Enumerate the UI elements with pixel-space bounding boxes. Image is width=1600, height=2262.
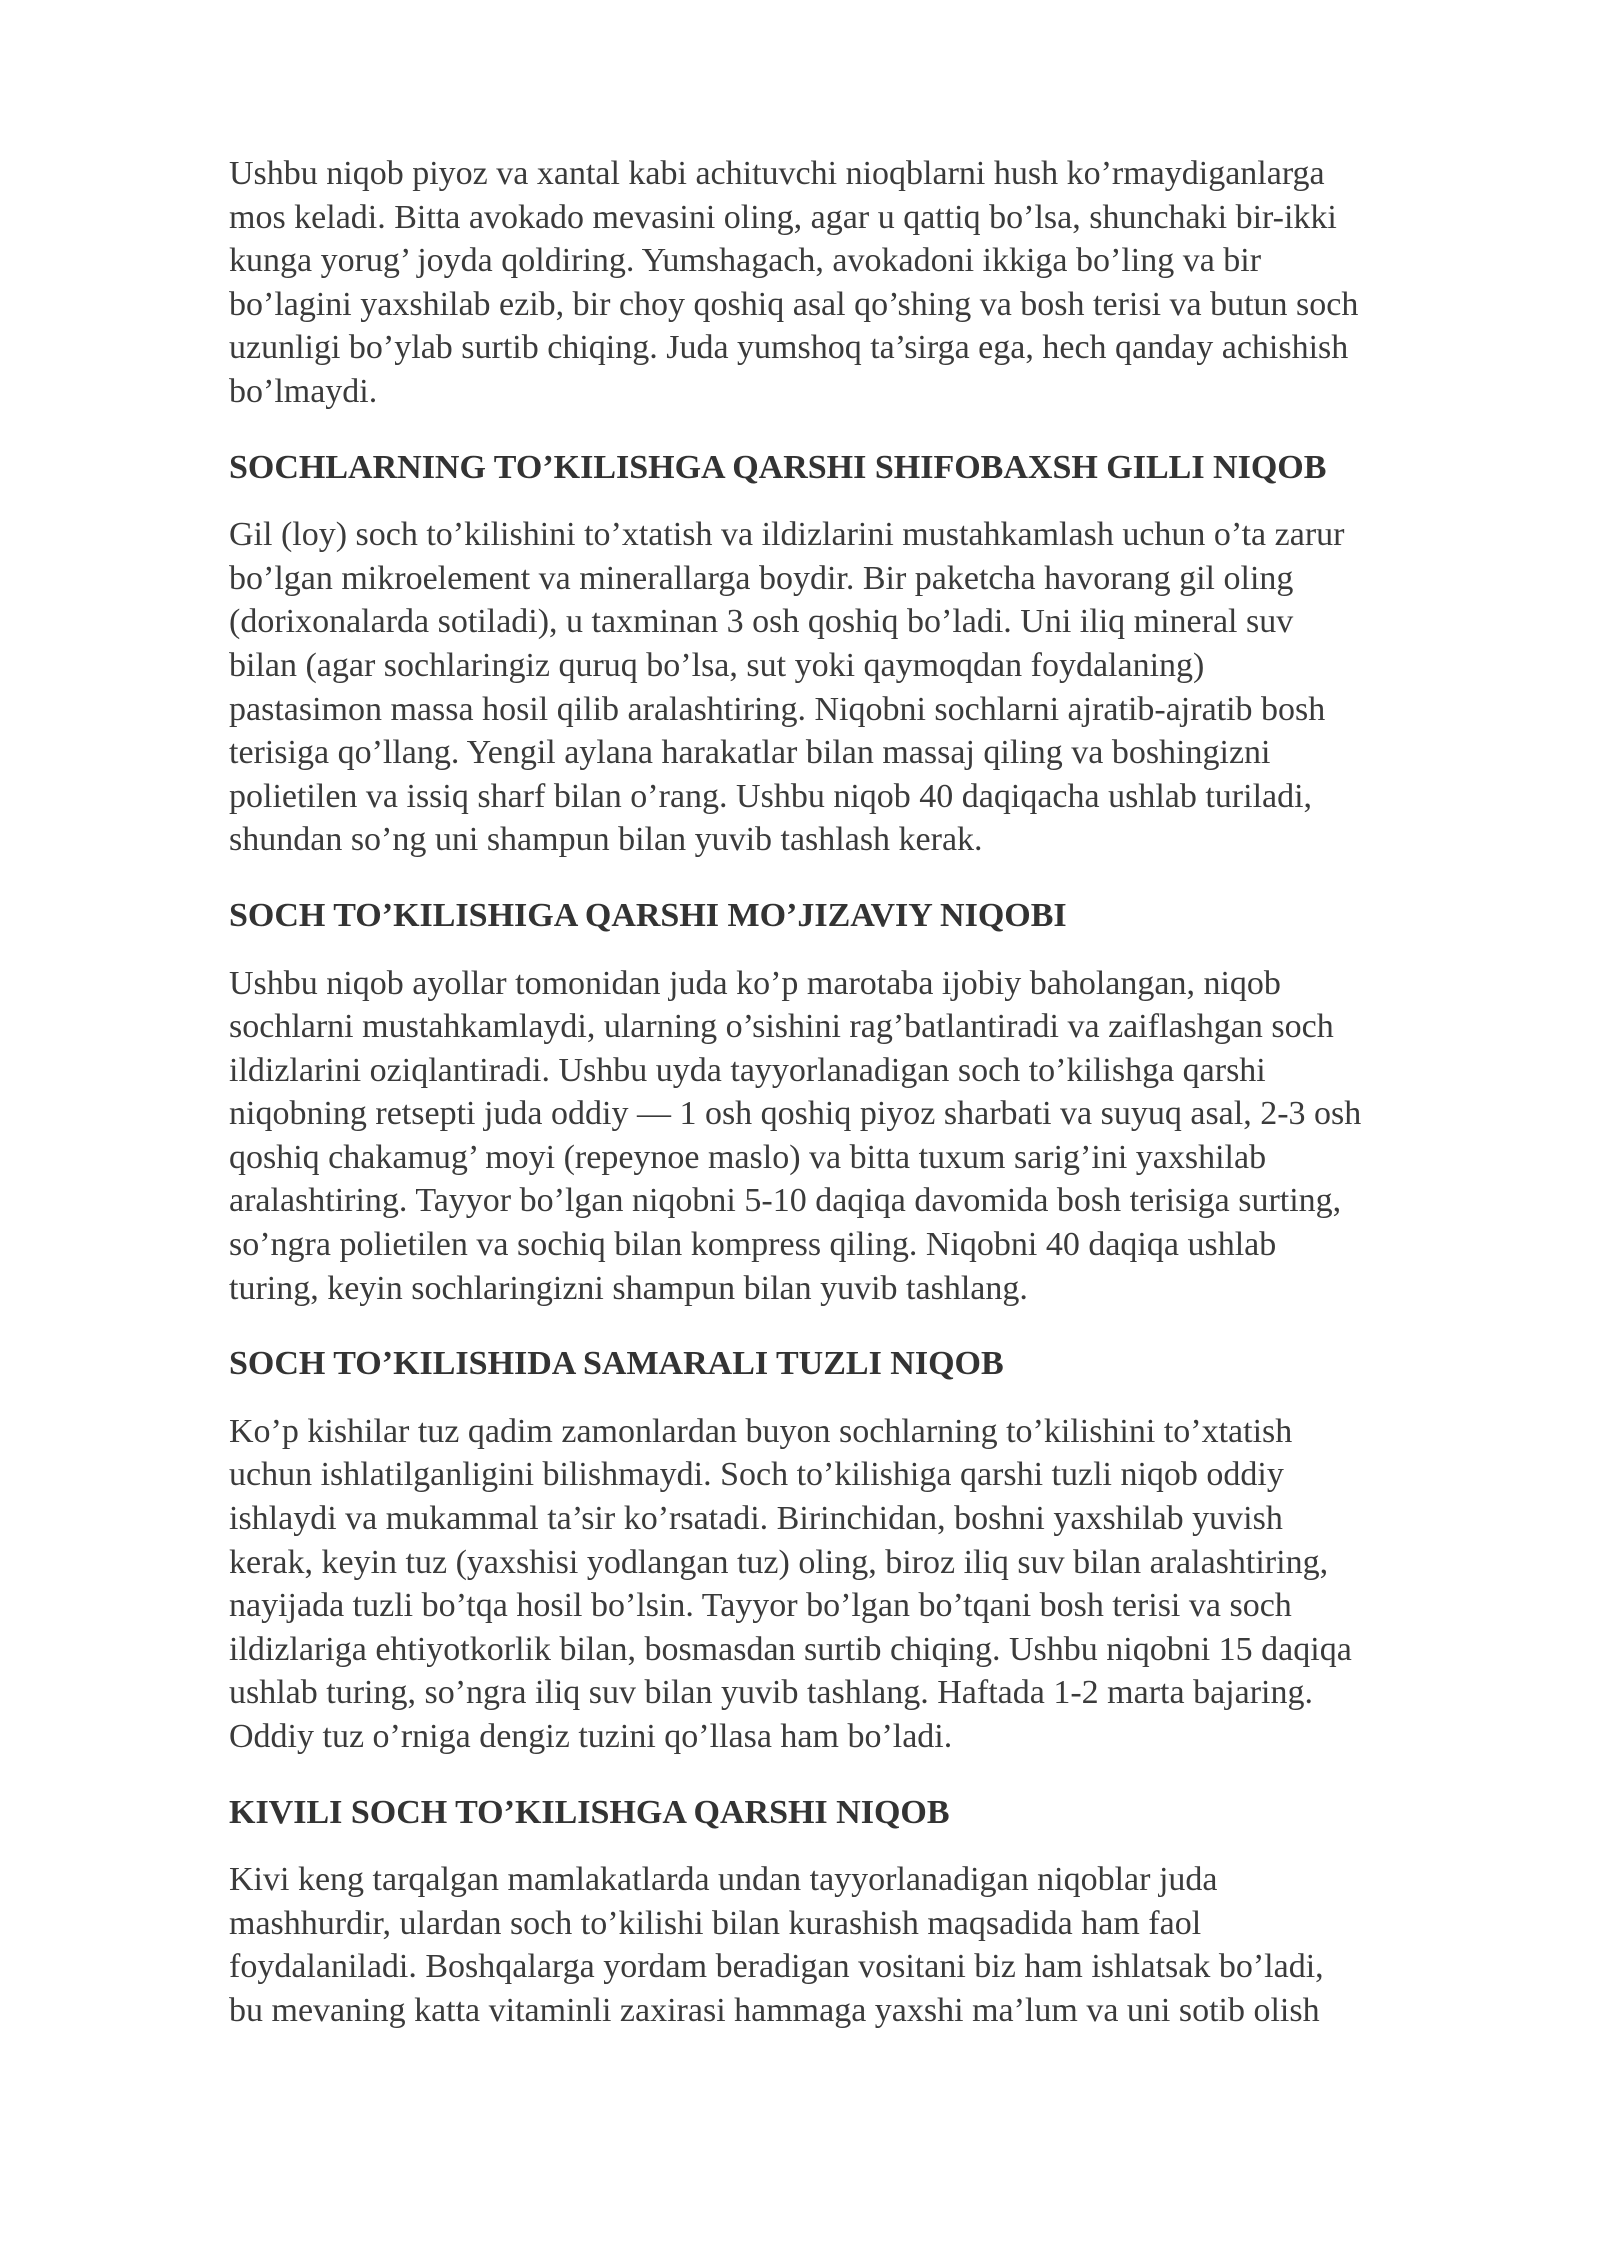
text-line: niqobning retsepti juda oddiy — 1 osh qoshiq piyoz sharbati va suyuq asal, 2-3 osh: [229, 1095, 1362, 1133]
text-line: polietilen va issiq sharf bilan o’rang. Ushbu niqob 40 daqiqacha ushlab turiladi,: [229, 777, 1313, 815]
text-line: Oddiy tuz o’rniga dengiz tuzini qo’llasa ham bo’ladi.: [229, 1718, 953, 1755]
text-line: bo’lgan mikroelement va minerallarga boydir. Bir paketcha havorang gil oling: [229, 559, 1294, 597]
text-line: ushlab turing, so’ngra iliq suv bilan yuvib tashlang. Haftada 1-2 marta bajaring.: [229, 1674, 1313, 1712]
section-heading-salt-mask: SOCH TO’KILISHIDA SAMARALI TUZLI NIQOB: [229, 1345, 1004, 1383]
paragraph-salt-mask: [229, 1410, 1491, 1759]
text-line: sochlarni mustahkamlaydi, ularning o’sishini rag’batlantiradi va zaiflashgan soch: [229, 1008, 1334, 1046]
text-line: aralashtiring. Tayyor bo’lgan niqobni 5-10 daqiqa davomida bosh terisiga surting,: [229, 1182, 1342, 1220]
paragraph-miracle-mask: [229, 962, 1491, 1311]
section-heading-kiwi-mask: KIVILI SOCH TO’KILISHGA QARSHI NIQOB: [229, 1793, 950, 1831]
text-line: turing, keyin sochlaringizni shampun bilan yuvib tashlang.: [229, 1269, 1028, 1307]
text-line: kunga yorug’ joyda qoldiring. Yumshagach, avokadoni ikkiga bo’ling va bir: [229, 242, 1262, 280]
text-line: uzunligi bo’ylab surtib chiqing. Juda yumshoq ta’sirga ega, hech qanday achishish: [229, 329, 1349, 367]
paragraph-clay-mask: [229, 513, 1491, 862]
text-line: Ushbu niqob ayollar tomonidan juda ko’p marotaba ijobiy baholangan, niqob: [229, 964, 1281, 1002]
text-line: kerak, keyin tuz (yaxshisi yodlangan tuz) oling, biroz iliq suv bilan aralashtiring,: [229, 1543, 1329, 1581]
text-line: (dorixonalarda sotiladi), u taxminan 3 osh qoshiq bo’ladi. Uni iliq mineral suv: [229, 603, 1294, 641]
text-line: mos keladi. Bitta avokado mevasini oling, agar u qattiq bo’lsa, shunchaki bir-ikki: [229, 198, 1337, 236]
text-line: ildizlariga ehtiyotkorlik bilan, bosmasdan surtib chiqing. Ushbu niqobni 15 daqiqa: [229, 1630, 1352, 1668]
text-line: foydalaniladi. Boshqalarga yordam beradigan vositani biz ham ishlatsak bo’ladi,: [229, 1948, 1324, 1986]
text-line: bu mevaning katta vitaminli zaxirasi hammaga yaxshi ma’lum va uni sotib olish: [229, 1991, 1320, 2029]
text-line: bilan (agar sochlaringiz quruq bo’lsa, sut yoki qaymoqdan foydalaning): [229, 646, 1205, 684]
section-heading-clay-mask: SOCHLARNING TO’KILISHGA QARSHI SHIFOBAXSH GILLI NIQOB: [229, 448, 1327, 486]
section-heading-miracle-mask: SOCH TO’KILISHIGA QARSHI MO’JIZAVIY NIQOBI: [229, 896, 1067, 934]
paragraph-kiwi-mask: [229, 1858, 1491, 2032]
text-line: Gil (loy) soch to’kilishini to’xtatish va ildizlarini mustahkamlash uchun o’ta zarur: [229, 516, 1345, 554]
text-line: so’ngra polietilen va sochiq bilan kompress qiling. Niqobni 40 daqiqa ushlab: [229, 1226, 1277, 1264]
text-line: uchun ishlatilganligini bilishmaydi. Soch to’kilishiga qarshi tuzli niqob oddiy: [229, 1456, 1284, 1494]
paragraph-avocado-mask: [229, 152, 1491, 414]
text-line: Ushbu niqob piyoz va xantal kabi achituvchi nioqblarni hush ko’rmaydiganlarga: [229, 155, 1325, 192]
document-page: [229, 152, 1491, 2033]
text-line: shundan so’ng uni shampun bilan yuvib tashlash kerak.: [229, 821, 983, 859]
text-line: Ko’p kishilar tuz qadim zamonlardan buyon sochlarning to’kilishini to’xtatish: [229, 1412, 1293, 1450]
text-line: qoshiq chakamug’ moyi (repeynoe maslo) va bitta tuxum sarig’ini yaxshilab: [229, 1138, 1267, 1176]
text-line: terisiga qo’llang. Yengil aylana harakatlar bilan massaj qiling va boshingizni: [229, 734, 1271, 772]
text-line: ishlaydi va mukammal ta’sir ko’rsatadi. Birinchidan, boshni yaxshilab yuvish: [229, 1500, 1283, 1538]
text-line: nayijada tuzli bo’tqa hosil bo’lsin. Tayyor bo’lgan bo’tqani bosh terisi va soch: [229, 1587, 1292, 1625]
text-line: bo’lagini yaxshilab ezib, bir choy qoshiq asal qo’shing va bosh terisi va butun soch: [229, 285, 1359, 323]
text-line: bo’lmaydi.: [229, 372, 378, 410]
text-line: ildizlarini oziqlantiradi. Ushbu uyda tayyorlanadigan soch to’kilishga qarshi: [229, 1051, 1266, 1089]
text-line: pastasimon massa hosil qilib aralashtiring. Niqobni sochlarni ajratib-ajratib bosh: [229, 690, 1326, 728]
text-line: mashhurdir, ulardan soch to’kilishi bilan kurashish maqsadida ham faol: [229, 1904, 1202, 1942]
text-line: Kivi keng tarqalgan mamlakatlarda undan tayyorlanadigan niqoblar juda: [229, 1861, 1218, 1899]
